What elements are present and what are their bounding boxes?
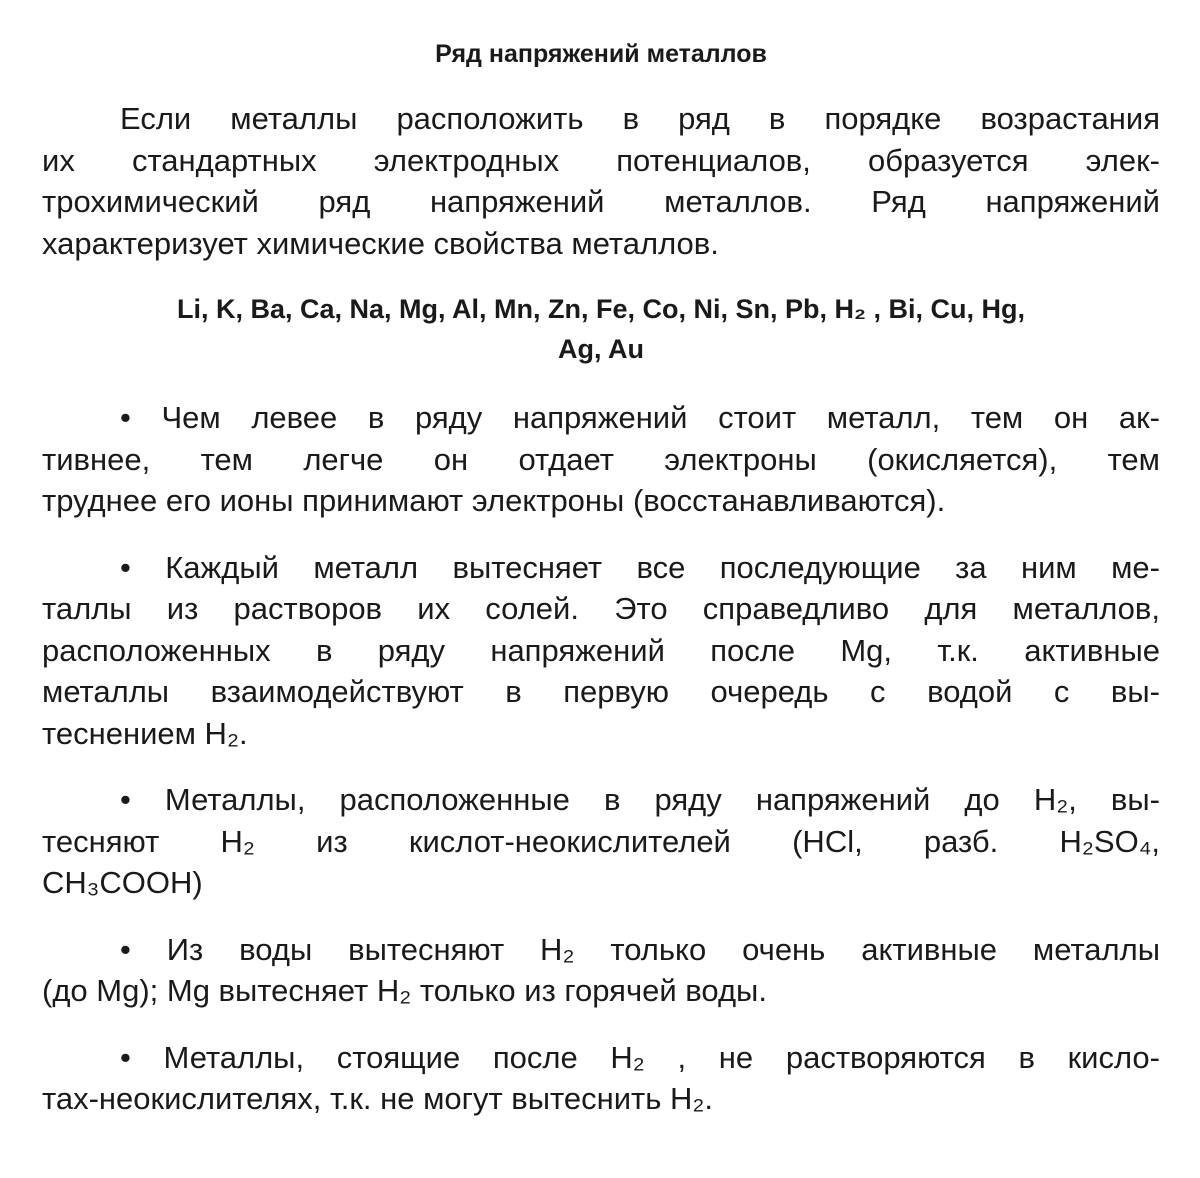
text-line: • Чем левее в ряду напряжений стоит металл, тем он ак- <box>120 400 1160 435</box>
text-line: тах-неокислителях, т.к. не могут вытеснить H₂. <box>42 1081 714 1116</box>
bullet-paragraph <box>42 1037 1160 1120</box>
page-title: Ряд напряжений металлов <box>435 40 767 68</box>
text-line: таллы из растворов их солей. Это справедливо для металлов, <box>42 591 1160 626</box>
series-line: Ag, Au <box>558 334 644 364</box>
text-line: трохимический ряд напряжений металлов. Ряд напряжений <box>42 184 1160 219</box>
text-line: расположенных в ряду напряжений после Mg, т.к. активные <box>42 632 1160 668</box>
metal-activity-series <box>42 289 1160 369</box>
bullet-paragraph <box>42 547 1160 755</box>
document-page <box>42 32 1160 1145</box>
bullet-paragraph <box>42 779 1160 904</box>
text-line: • Каждый металл вытесняет все последующие за ним ме- <box>120 549 1160 585</box>
text-line: CH₃COOH) <box>42 865 203 900</box>
text-line: характеризует химические свойства металлов. <box>42 225 719 261</box>
text-line: тесняют H₂ из кислот-неокислителей (HCl, разб. H₂SO₄, <box>42 823 1160 859</box>
intro-paragraph <box>42 98 1160 264</box>
text-line: тивнее, тем легче он отдает электроны (окисляется), тем <box>42 441 1160 477</box>
text-line: • Металлы, стоящие после H₂ , не растворяются в кисло- <box>120 1039 1160 1075</box>
text-line: металлы взаимодействуют в первую очередь с водой с вы- <box>42 674 1160 709</box>
text-line: их стандартных электродных потенциалов, образуется элек- <box>42 142 1160 178</box>
bullet-paragraph <box>42 397 1160 522</box>
text-line: • Металлы, расположенные в ряду напряжений до H₂, вы- <box>120 782 1160 817</box>
text-line: труднее его ионы принимают электроны (восстанавливаются). <box>42 483 946 518</box>
text-line: Если металлы расположить в ряд в порядке возрастания <box>120 101 1160 136</box>
text-line: • Из воды вытесняют H₂ только очень активные металлы <box>120 931 1160 967</box>
text-line: теснением H₂. <box>42 715 248 751</box>
bullet-paragraph <box>42 929 1160 1012</box>
series-line: Li, K, Ba, Ca, Na, Mg, Al, Mn, Zn, Fe, Co, Ni, Sn, Pb, H₂ , Bi, Cu, Hg, <box>176 294 1026 324</box>
text-line: (до Mg); Mg вытесняет H₂ только из горячей воды. <box>42 973 767 1008</box>
